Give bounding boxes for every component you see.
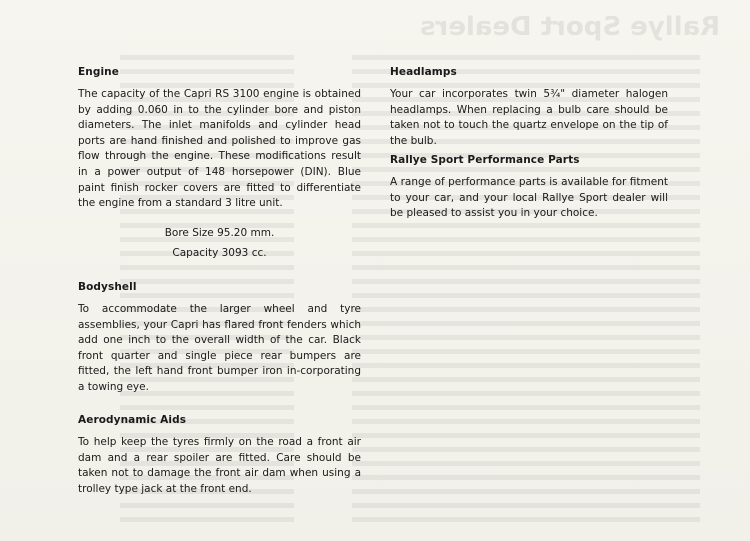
engine-capacity: Capacity 3093 cc.	[172, 247, 267, 259]
bodyshell-heading: Bodyshell	[78, 281, 137, 293]
aero-body: To help keep the tyres firmly on the road a front air dam and a rear spoiler are fitted. Care should be taken not to damage the front air dam when using a trolley type jack at the front end.	[78, 436, 361, 495]
engine-heading: Engine	[78, 66, 119, 78]
show-through-title: Rallye Sport Dealers	[419, 12, 720, 42]
headlamps-body: Your car incorporates twin 5¾" diameter halogen headlamps. When replacing a bulb care should be taken not to touch the quartz envelope on the tip of the bulb.	[390, 88, 668, 147]
performance-heading: Rallye Sport Performance Parts	[390, 154, 580, 166]
performance-body: A range of performance parts is available for fitment to your car, and your local Rallye Sport dealer will be pleased to assist you in your choice.	[390, 176, 668, 220]
bodyshell-body: To accommodate the larger wheel and tyre assemblies, your Capri has flared front fenders which add one inch to the overall width of the car. Black front quarter and single piece rear bumpers are fitted, the left hand front bumper iron in-corporating a towing eye.	[78, 303, 361, 393]
engine-bore-size: Bore Size 95.20 mm.	[164, 227, 275, 239]
headlamps-heading: Headlamps	[390, 66, 457, 78]
engine-body: The capacity of the Capri RS 3100 engine is obtained by adding 0.060 in to the cylinder bore and piston diameters. The inlet manifolds and cylinder head ports are hand finished and polished to improve gas flow through the engine. These modifications result in a power output of 148 horsepower (DIN). Blue paint finish rocker covers are fitted to differentiate the engine from a standard 3 litre unit.	[78, 88, 361, 210]
aero-heading: Aerodynamic Aids	[78, 414, 187, 426]
